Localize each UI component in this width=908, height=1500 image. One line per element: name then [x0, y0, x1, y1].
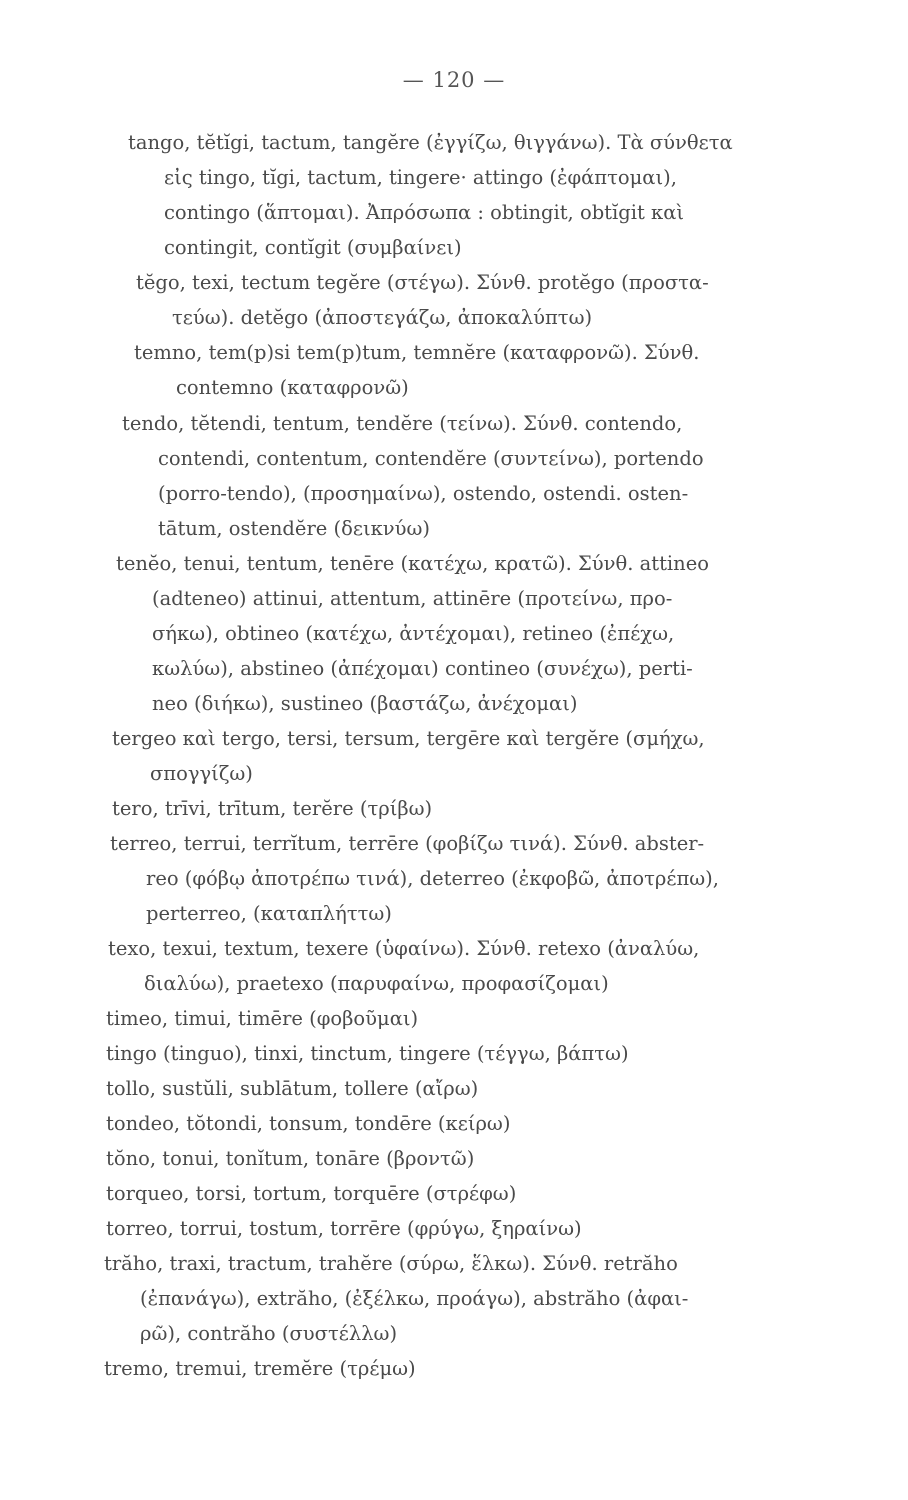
text-line: timeo, timui, timēre (φοβοῦμαι): [106, 1007, 419, 1030]
text-line: texo, texui, textum, texere (ὑφαίνω). Σύνθ. retexo (ἀναλύω,: [108, 937, 700, 960]
text-line: torreo, torrui, tostum, torrēre (φρύγω, ξηραίνω): [106, 1217, 582, 1240]
text-line: contendi, contentum, contendĕre (συντείνω), portendo: [158, 447, 704, 470]
text-line: tingo (tinguo), tinxi, tinctum, tingere (τέγγω, βάπτω): [106, 1042, 629, 1065]
text-line: tergeo καὶ tergo, tersi, tersum, tergēre καὶ tergĕre (σμήχω,: [112, 727, 705, 750]
text-line: (porro-tendo), (προσημαίνω), ostendo, ostendi. osten-: [158, 482, 689, 505]
text-line: terreo, terrui, terrĭtum, terrēre (φοβίζω τινά). Σύνθ. abster-: [110, 832, 705, 855]
text-line: perterreo, (καταπλήττω): [146, 902, 392, 925]
text-line: κωλύω), abstineo (ἀπέχομαι) contineo (συνέχω), perti-: [152, 657, 693, 680]
text-line: torqueo, torsi, tortum, torquēre (στρέφω): [106, 1182, 517, 1205]
text-line: tollo, sustŭli, sublātum, tollere (αἴρω): [106, 1077, 479, 1100]
text-line: neo (διήκω), sustineo (βαστάζω, ἀνέχομαι): [152, 692, 578, 715]
text-line: tĕgo, texi, tectum tegĕre (στέγω). Σύνθ. protĕgo (προστα-: [136, 271, 709, 294]
text-line: tātum, ostendĕre (δεικνύω): [158, 517, 431, 540]
text-line: reo (φόβῳ ἀποτρέπω τινά), deterreo (ἐκφοβῶ, ἀποτρέπω),: [146, 867, 719, 890]
text-line: temno, tem(p)si tem(p)tum, temnĕre (καταφρονῶ). Σύνθ.: [134, 341, 700, 364]
text-line: διαλύω), praetexo (παρυφαίνω, προφασίζομαι): [144, 972, 609, 995]
text-line: tremo, tremui, tremĕre (τρέμω): [104, 1357, 416, 1380]
text-line: contemno (καταφρονῶ): [176, 376, 409, 399]
text-line: tondeo, tŏtondi, tonsum, tondēre (κείρω): [106, 1112, 511, 1135]
text-line: εἰς tingo, tĭgi, tactum, tingere· attingo (ἐφάπτομαι),: [164, 166, 677, 189]
text-line: tendo, tĕtendi, tentum, tendĕre (τείνω). Σύνθ. contendo,: [122, 412, 683, 435]
text-line: contingo (ἅπτομαι). Ἀπρόσωπα : obtingit, obtĭgit καὶ: [164, 201, 685, 224]
text-line: (ἐπανάγω), extrăho, (ἐξέλκω, προάγω), abstrăho (ἀφαι-: [140, 1287, 689, 1310]
text-line: σπογγίζω): [150, 762, 253, 785]
page-number: — 120 —: [402, 68, 506, 92]
text-line: tango, tĕtĭgi, tactum, tangĕre (ἐγγίζω, θιγγάνω). Τὰ σύνθετα: [128, 131, 733, 154]
text-line: tenĕo, tenui, tentum, tenēre (κατέχω, κρατῶ). Σύνθ. attineo: [116, 552, 709, 575]
text-line: tero, trīvi, trītum, terĕre (τρίβω): [112, 797, 433, 820]
text-line: ρῶ), contrăho (συστέλλω): [140, 1322, 398, 1345]
text-line: σήκω), obtineo (κατέχω, ἀντέχομαι), retineo (ἐπέχω,: [152, 622, 675, 645]
text-line: τεύω). detĕgo (ἀποστεγάζω, ἀποκαλύπτω): [172, 306, 593, 329]
text-line: tŏno, tonui, tonĭtum, tonāre (βροντῶ): [106, 1147, 475, 1170]
text-line: (adteneo) attinui, attentum, attinēre (προτείνω, προ-: [152, 587, 673, 610]
text-line: trăho, traxi, tractum, trahĕre (σύρω, ἕλκω). Σύνθ. retrăho: [104, 1252, 678, 1275]
text-line: contingit, contĭgit (συμβαίνει): [164, 236, 462, 259]
